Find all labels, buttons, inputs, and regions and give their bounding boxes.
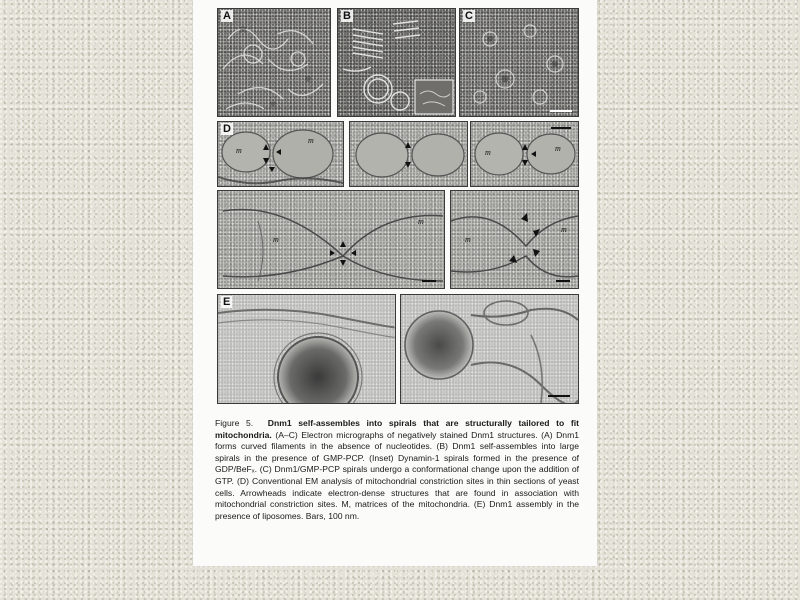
micrograph-panel-d1 <box>217 121 344 187</box>
conformational-change-image <box>460 9 578 116</box>
matrix-label: m <box>418 217 424 226</box>
caption-title: Dnm1 self-assembles into spirals that are structurally tailored to fit mitochondria. <box>215 418 580 440</box>
panel-label-a: A <box>223 10 231 22</box>
micrograph-panel-d3 <box>470 121 579 187</box>
figure-caption <box>215 418 579 522</box>
scale-bar <box>548 395 570 397</box>
matrix-label: m <box>561 225 567 234</box>
micrograph-panel-b <box>337 8 456 117</box>
panel-label-e: E <box>223 296 231 308</box>
matrix-label: m <box>465 235 471 244</box>
journal-page <box>193 0 597 566</box>
micrograph-panel-c <box>459 8 579 117</box>
scale-bar <box>550 110 572 112</box>
panel-label-c: C <box>465 10 473 22</box>
matrix-label: m <box>236 146 242 155</box>
micrograph-panel-d5 <box>450 190 579 289</box>
constriction-site-image-4 <box>218 191 444 288</box>
large-spirals-image <box>338 9 455 116</box>
caption-label: Figure 5. <box>215 418 254 428</box>
matrix-label: m <box>308 136 314 145</box>
micrograph-panel-e2 <box>400 294 579 404</box>
panel-label-d: D <box>223 123 231 135</box>
micrograph-panel-a <box>217 8 331 117</box>
caption-body: (A–C) Electron micrographs of negatively stained Dnm1 structures. (A) Dnm1 forms curved filaments in the absence of nucleotides. (B) Dnm1 self-assembles into large spirals in the presence of GMP-PCP. (Inset) Dynamin-1 spirals formed in the presence of GDP/BeFₓ. (C) Dnm1/GMP-PCP spirals undergo a conformational change upon the addition of GTP. (D) Conventional EM analysis of mitochondrial constriction sites in thin sections of yeast cells. Arrowheads indicate electron-dense structures that are found in association with mitochondrial constriction sites. M, matrices of the mitochondria. (E) Dnm1 assembly in the presence of liposomes. Bars, 100 nm. <box>215 429 580 521</box>
matrix-label: m <box>273 235 279 244</box>
micrograph-panel-e1 <box>217 294 396 404</box>
constriction-site-image-2 <box>350 122 467 186</box>
matrix-label: m <box>555 144 561 153</box>
micrograph-panel-d4 <box>217 190 445 289</box>
liposome-assembly-image-2 <box>401 295 578 403</box>
scale-bar <box>422 280 436 282</box>
panel-label-b: B <box>343 10 351 22</box>
curved-filaments-image <box>218 9 330 116</box>
micrograph-panel-d2 <box>349 121 468 187</box>
liposome-assembly-image-1 <box>218 295 395 403</box>
matrix-label: m <box>485 148 491 157</box>
scale-bar <box>556 280 570 282</box>
